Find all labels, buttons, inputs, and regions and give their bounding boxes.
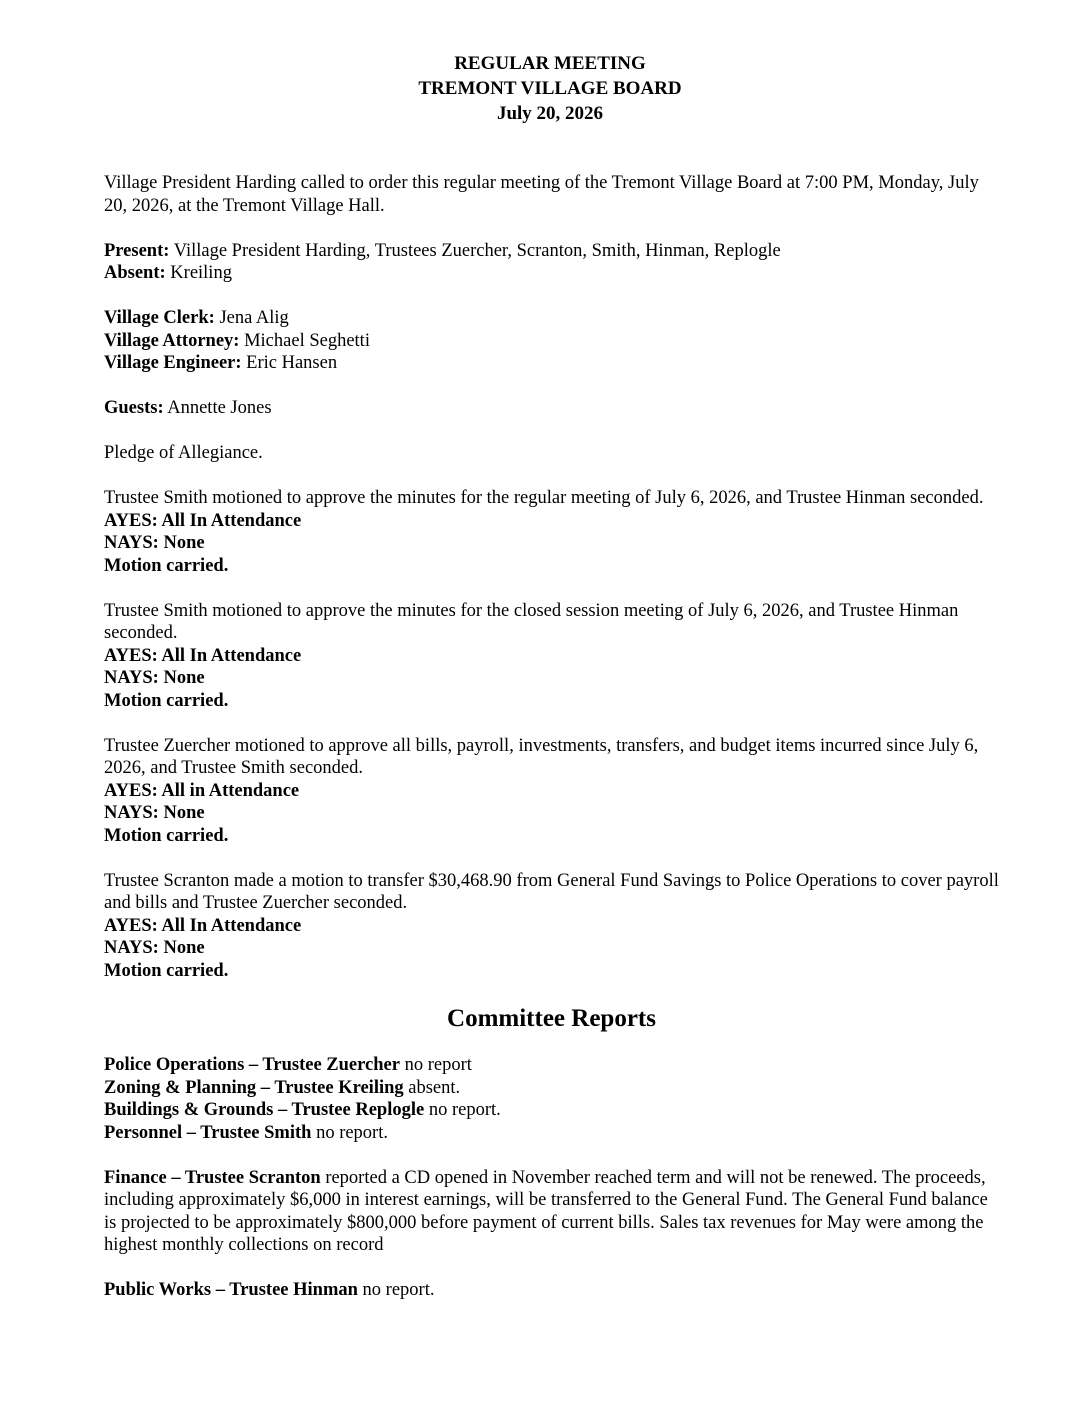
committee-buildings: Buildings & Grounds – Trustee Replogle no report.	[104, 1100, 501, 1120]
motion-ayes: AYES: All In Attendance	[104, 915, 302, 936]
motion-result: Motion carried.	[104, 555, 229, 576]
motion-text: Trustee Scranton made a motion to transfer $30,468.90 from General Fund Savings to Police Operations to cover payroll and bills and Trustee Zuercher seconded.	[104, 870, 999, 913]
present-line	[104, 240, 1004, 263]
motion-text: Trustee Smith motioned to approve the minutes for the regular meeting of July 6, 2026, and Trustee Hinman seconded.	[104, 488, 984, 508]
committee-finance: Finance – Trustee Scranton reported a CD opened in November reached term and will not be renewed. The proceeds, including approximately $6,000 in interest earnings, will be transferred to the General Fund. The General Fund balance is projected to be approximately $800,000 before payment of current bills. Sales tax revenues for May were among the highest monthly collections on record	[104, 1167, 988, 1255]
attorney-value: Michael Seghetti	[239, 330, 370, 351]
committee-police: Police Operations – Trustee Zuercher no report	[104, 1055, 472, 1075]
motion-text: Trustee Zuercher motioned to approve all bills, payroll, investments, transfers, and budget items incurred since July 6, 2026, and Trustee Smith seconded.	[104, 735, 979, 778]
motion-ayes: AYES: All In Attendance	[104, 645, 302, 666]
motion-nays: NAYS: None	[104, 938, 205, 958]
engineer-value: Eric Hansen	[241, 353, 338, 373]
committee-public-works: Public Works – Trustee Hinman no report.	[104, 1280, 435, 1300]
committee-reports-heading: Committee Reports	[447, 1005, 656, 1032]
motion-nays: NAYS: None	[104, 668, 205, 688]
motion-result: Motion carried.	[104, 825, 229, 846]
header-line-3: July 20, 2026	[496, 103, 604, 124]
absent-line	[104, 262, 1004, 285]
motion-ayes: AYES: All in Attendance	[104, 780, 300, 801]
document-header	[0, 51, 1088, 126]
motion-result: Motion carried.	[104, 690, 229, 711]
clerk-line	[104, 307, 1004, 330]
motion-text: Trustee Smith motioned to approve the minutes for the closed session meeting of July 6, 2026, and Trustee Hinman seconded.	[104, 600, 959, 643]
motion-block-1	[104, 487, 1004, 577]
clerk-value: Jena Alig	[214, 308, 289, 328]
engineer-line	[104, 352, 1004, 375]
motion-block-2	[104, 600, 1004, 713]
header-line-2: TREMONT VILLAGE BOARD	[418, 78, 682, 99]
guests-line	[104, 397, 1004, 420]
committee-zoning: Zoning & Planning – Trustee Kreiling absent.	[104, 1077, 461, 1098]
motion-ayes: AYES: All In Attendance	[104, 510, 302, 531]
guests-value: Annette Jones	[163, 398, 272, 418]
header-line-1: REGULAR MEETING	[454, 53, 646, 74]
pledge-line: Pledge of Allegiance.	[104, 443, 263, 463]
intro-paragraph: Village President Harding called to order this regular meeting of the Tremont Village Board at 7:00 PM, Monday, July 20, 2026, at the Tremont Village Hall.	[104, 173, 979, 216]
motion-block-3	[104, 735, 1004, 848]
attorney-line	[104, 330, 1004, 353]
guests-label: Guests:	[104, 398, 164, 418]
committee-personnel: Personnel – Trustee Smith no report.	[104, 1122, 388, 1143]
motion-result: Motion carried.	[104, 960, 229, 981]
present-value: Village President Harding, Trustees Zuercher, Scranton, Smith, Hinman, Replogle	[169, 240, 781, 261]
document-body	[104, 172, 1004, 1302]
motion-block-4	[104, 870, 1004, 983]
clerk-label: Village Clerk:	[104, 308, 215, 328]
engineer-label: Village Engineer:	[104, 353, 242, 373]
absent-label: Absent:	[104, 263, 166, 283]
motion-nays: NAYS: None	[104, 533, 205, 553]
present-label: Present:	[104, 240, 170, 261]
attorney-label: Village Attorney:	[104, 330, 240, 351]
absent-value: Kreiling	[165, 263, 232, 283]
motion-nays: NAYS: None	[104, 803, 205, 823]
